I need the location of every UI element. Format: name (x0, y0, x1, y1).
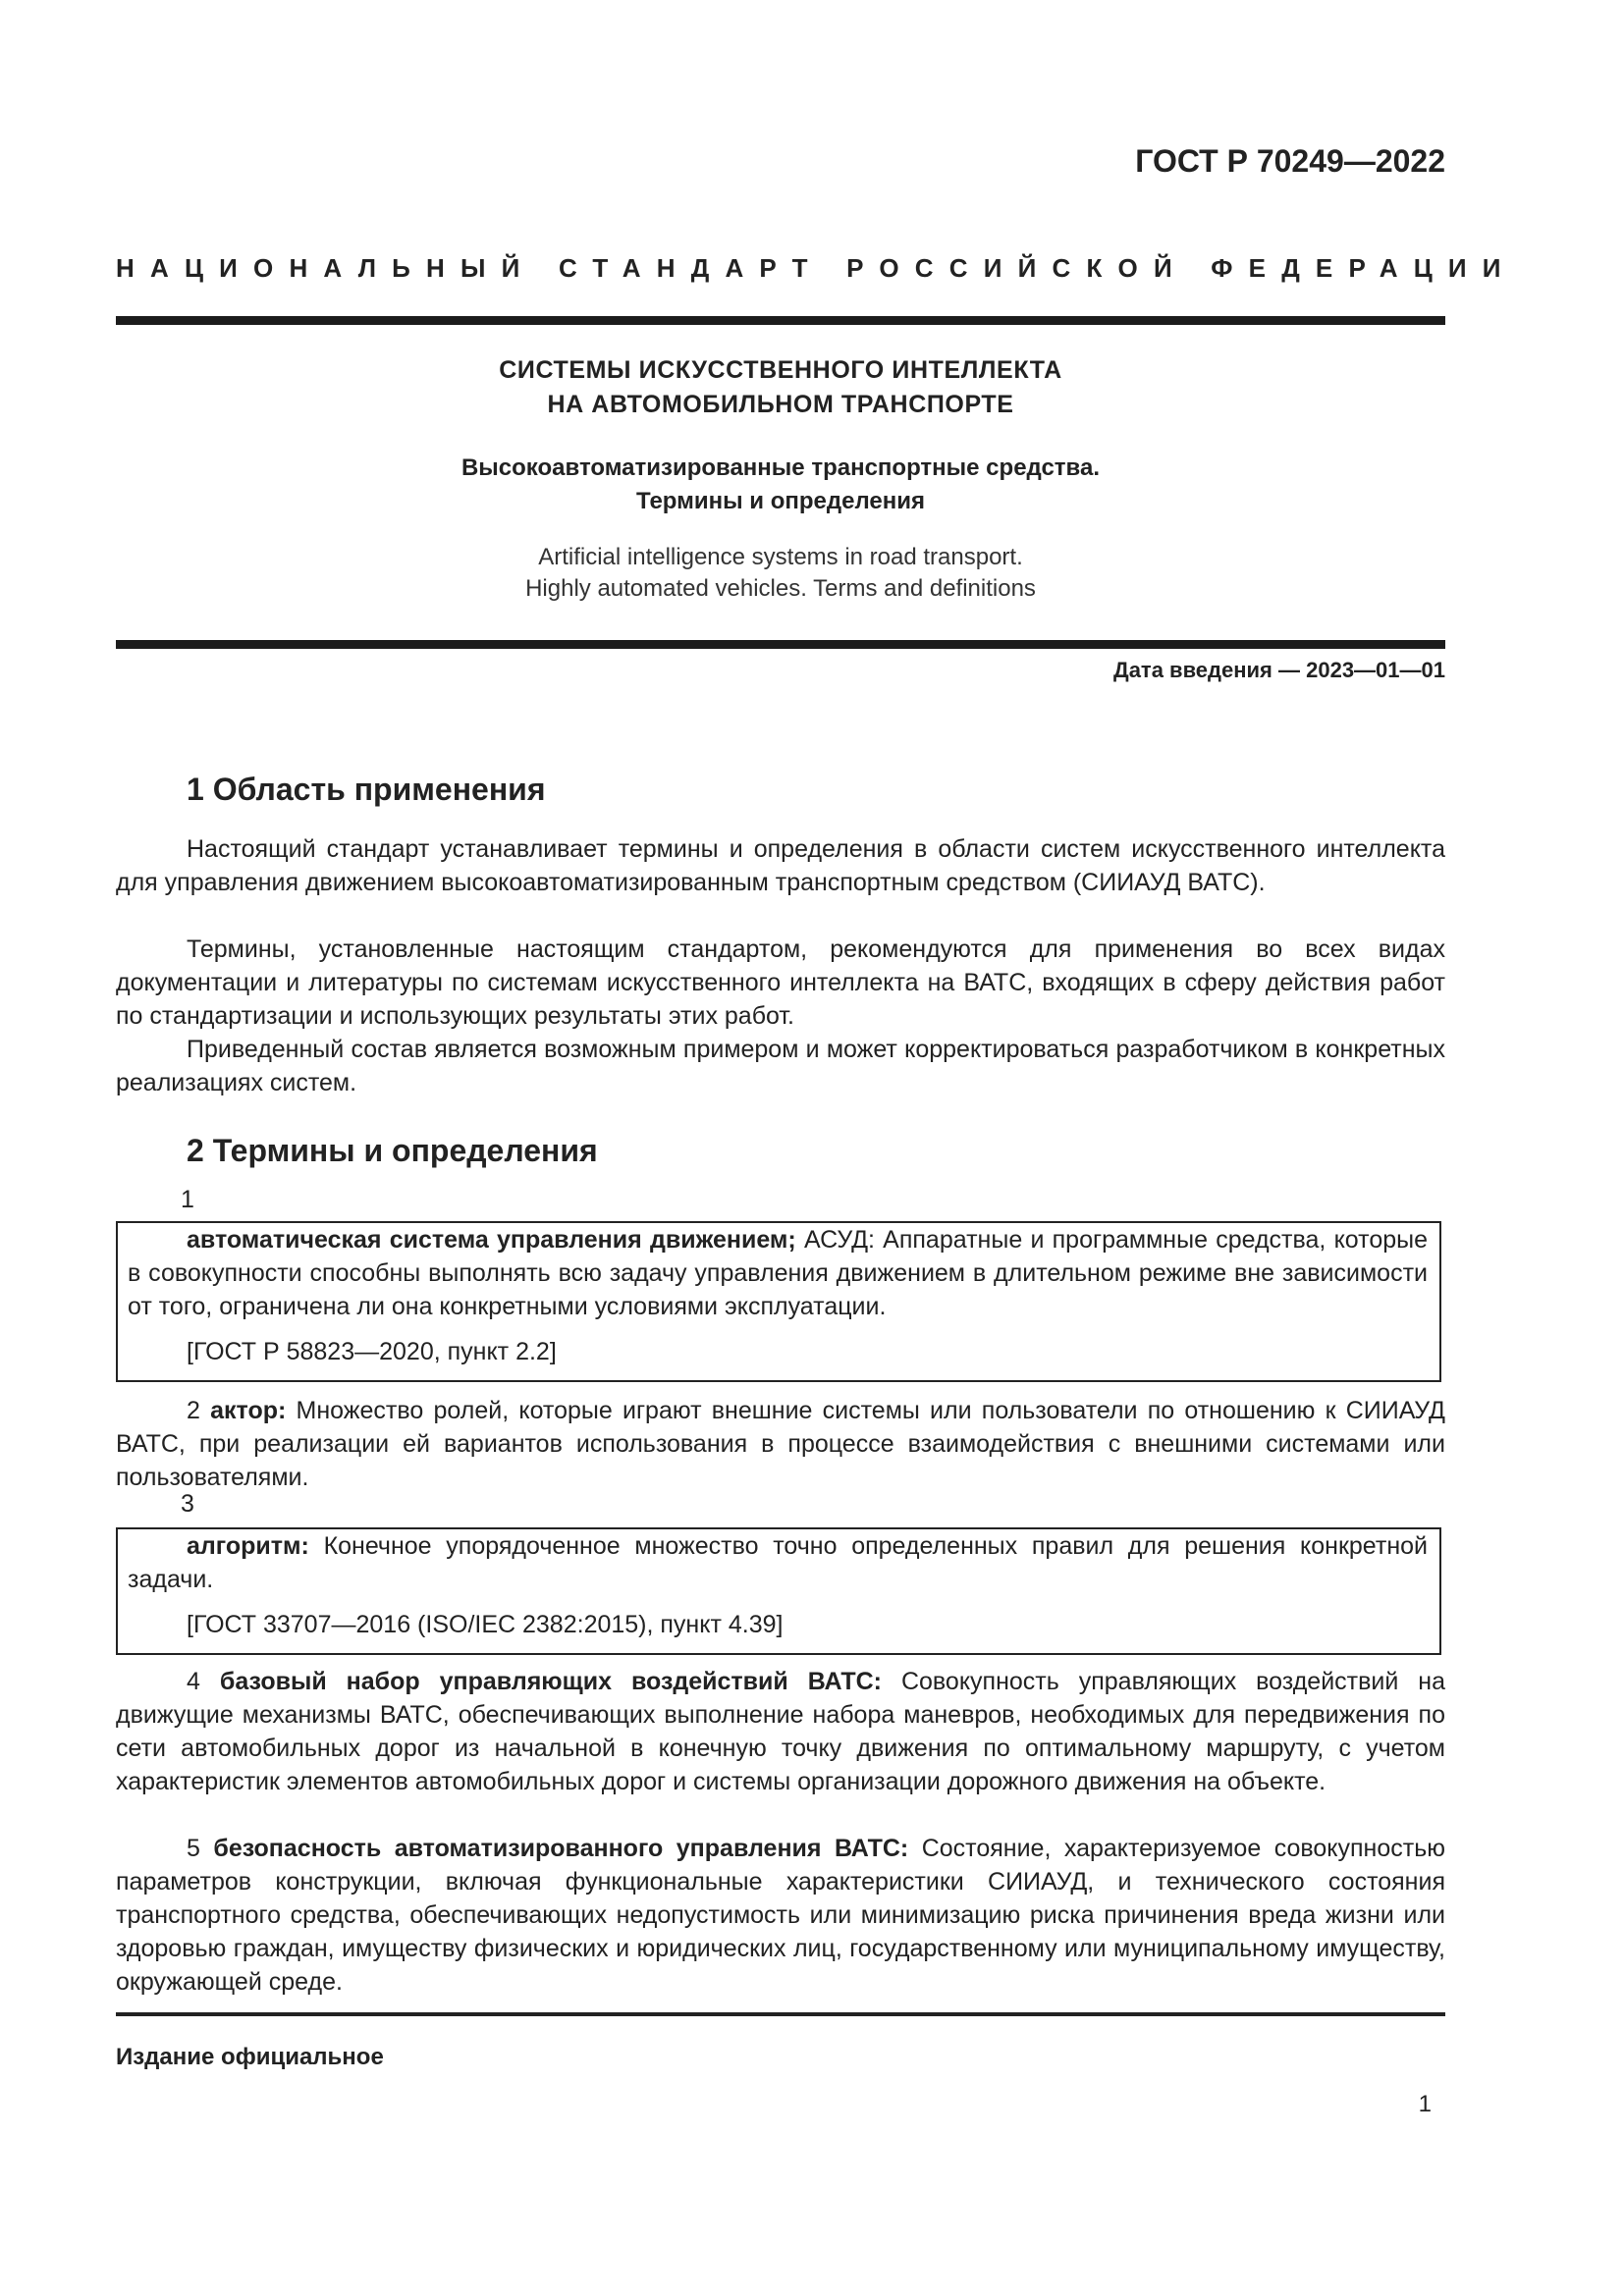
english-title-line-1: Artificial intelligence systems in road transport. (538, 544, 1023, 570)
page-number: 1 (1418, 2091, 1432, 2117)
subtitle-line-2: Термины и определения (635, 488, 926, 514)
term-3-source: [ГОСТ 33707—2016 (ISO/IEC 2382:2015), пункт 4.39] (187, 1611, 784, 1638)
term-3-definition: алгоритм: Конечное упорядоченное множество точно определенных правил для решения конкретной задачи. (128, 1532, 1428, 1593)
section-2-title: 2 Термины и определения (187, 1133, 598, 1168)
term-1-definition: автоматическая система управления движением; АСУД: Аппаратные и программные средства, которые в совокупности способны выполнять всю задачу управления движением в длительном режиме вне зависимости от того, ограничена ли она конкретными условиями эксплуатации. (128, 1226, 1429, 1320)
term-3-number: 3 (181, 1490, 194, 1518)
section-1-title: 1 Область применения (187, 772, 546, 807)
term-2-term: актор: (210, 1397, 287, 1424)
term-5-number: 5 (187, 1835, 214, 1862)
term-4-definition: 4 базовый набор управляющих воздействий ВАТС: Совокупность управляющих воздействий на движущие механизмы ВАТС, обеспечивающих выполнение набора маневров, необходимых для передвижения по сети автомобильных дорог из начальной в конечную точку движения по оптимальному маршруту, с учетом характеристик элементов автомобильных дорог и системы организации дорожного движения на объекте. (116, 1668, 1445, 1795)
english-title (116, 542, 1445, 605)
document-subtitle (116, 452, 1445, 518)
title-bottom-rule (116, 640, 1445, 649)
national-standard-heading: НАЦИОНАЛЬНЫЙ СТАНДАРТ РОССИЙСКОЙ ФЕДЕРАЦИИ (116, 253, 1517, 283)
top-rule (116, 316, 1445, 325)
term-1-term: автоматическая система управления движением; (187, 1226, 796, 1254)
term-5-term: безопасность автоматизированного управления ВАТС: (213, 1835, 909, 1862)
document-title (116, 353, 1445, 422)
subtitle-line-1: Высокоавтоматизированные транспортные средства. (460, 454, 1101, 481)
term-4-number: 4 (187, 1668, 220, 1695)
term-1-number: 1 (181, 1186, 194, 1213)
term-2-definition: 2 актор: Множество ролей, которые играют внешние системы или пользователи по отношению к СИИАУД ВАТС, при реализации ей вариантов использования в процессе взаимодействия с внешними системами или пользователями. (116, 1397, 1445, 1491)
term-3-box (116, 1527, 1441, 1655)
term-1-source: [ГОСТ Р 58823—2020, пункт 2.2] (187, 1338, 557, 1365)
introduction-date: Дата введения — 2023—01—01 (1113, 658, 1445, 682)
term-4-term: базовый набор управляющих воздействий ВАТС: (219, 1668, 883, 1695)
section-1-paragraph-3: Приведенный состав является возможным примером и может корректироваться разработчиком в конкретных реализациях систем. (116, 1036, 1445, 1096)
term-5-definition: 5 безопасность автоматизированного управления ВАТС: Состояние, характеризуемое совокупностью параметров конструкции, включая функциональные характеристики СИИАУД, и технического состояния транспортного средства, обеспечивающих недопустимость или минимизацию риска причинения вреда жизни или здоровью граждан, имуществу физических и юридических лиц, государственному или муниципальному имуществу, окружающей среде. (116, 1835, 1445, 1996)
section-1-paragraph-1: Настоящий стандарт устанавливает термины и определения в области систем искусственного интеллекта для управления движением высокоавтоматизированным транспортным средством (СИИАУД ВАТС). (116, 835, 1445, 896)
title-line-2: НА АВТОМОБИЛЬНОМ ТРАНСПОРТЕ (547, 391, 1014, 418)
title-line-1: СИСТЕМЫ ИСКУССТВЕННОГО ИНТЕЛЛЕКТА (499, 356, 1062, 384)
gost-number: ГОСТ Р 70249—2022 (1135, 143, 1445, 179)
term-1-box (116, 1221, 1441, 1382)
english-title-line-2: Highly automated vehicles. Terms and definitions (525, 575, 1036, 602)
section-1-paragraph-2: Термины, установленные настоящим стандартом, рекомендуются для применения во всех видах документации и литературы по системам искусственного интеллекта на ВАТС, входящих в сферу действия работ по стандартизации и использующих результаты этих работ. (116, 935, 1445, 1030)
term-3-term: алгоритм: (187, 1532, 309, 1560)
footer-rule (116, 2012, 1445, 2016)
term-2-number: 2 (187, 1397, 211, 1424)
official-edition-label: Издание официальное (116, 2044, 384, 2070)
